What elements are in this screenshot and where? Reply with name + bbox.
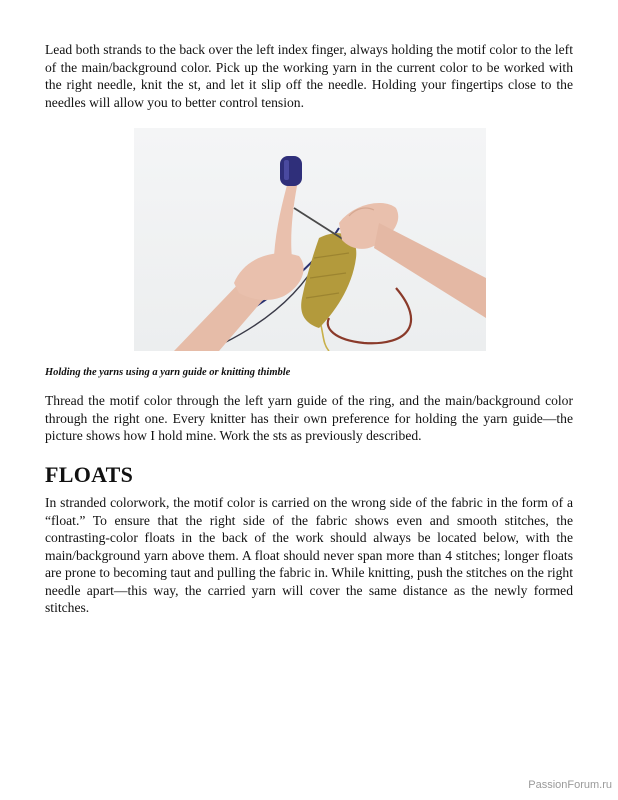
paragraph-intro: Lead both strands to the back over the left index finger, always holding the motif color to the left of the main/background color. Pick up the working yarn in the current color to be worked with the right needle, knit the st, and let it slip off the needle. Holding your fingertips close to the needles will allow you to better control tension.	[45, 42, 573, 110]
watermark: PassionForum.ru	[528, 779, 612, 791]
photo-caption: Holding the yarns using a yarn guide or knitting thimble	[45, 367, 291, 378]
section-heading: FLOATS	[45, 462, 134, 487]
paragraph-yarn-guide: Thread the motif color through the left yarn guide of the ring, and the main/background color through the right one. Every knitter has their own preference for holding the yarn guide—the picture shows how I hold mine. Work the sts as previously described.	[45, 393, 573, 443]
paragraph-floats: In stranded colorwork, the motif color is carried on the wrong side of the fabric in the form of a “float.” To ensure that the right side of the fabric shows even and smooth stitches, the contrasting-color floats in the back of the work should always be located below, with the main/background yarn above them. A float should never span more than 4 stitches; longer floats are prone to becoming taut and pulling the fabric in. While knitting, push the stitches on the right needle apart—this way, the carried yarn will cover the same distance as the newly formed stitches.	[45, 495, 573, 615]
yarn-guide-thimble	[280, 156, 302, 186]
knitting-photo	[134, 128, 486, 351]
